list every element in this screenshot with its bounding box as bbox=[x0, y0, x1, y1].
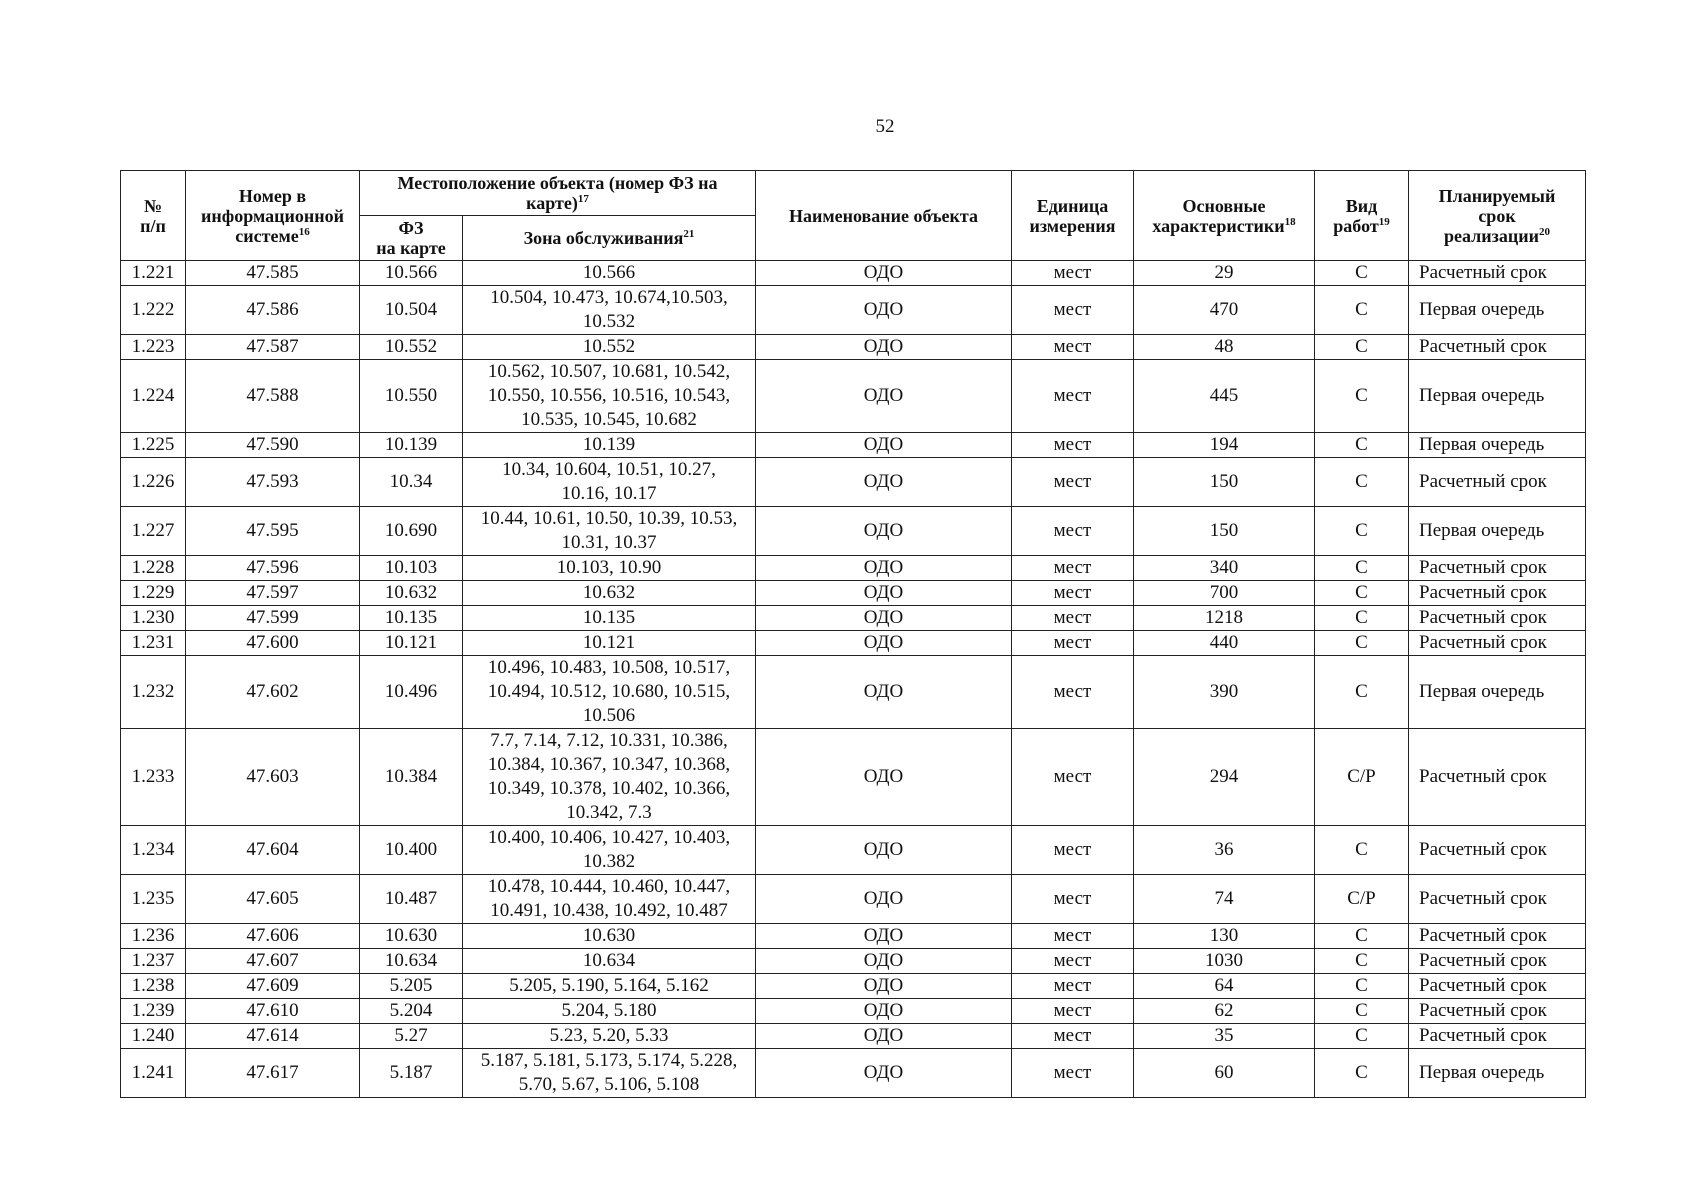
zone-line: 5.23, 5.20, 5.33 bbox=[549, 1025, 669, 1046]
cell-planned-term: Расчетный срок bbox=[1409, 1024, 1586, 1049]
cell-object-name: ОДО bbox=[756, 631, 1012, 656]
cell-planned-term: Первая очередь bbox=[1409, 507, 1586, 556]
cell-number: 1.227 bbox=[121, 507, 186, 556]
cell-planned-term: Расчетный срок bbox=[1409, 875, 1586, 924]
header-fz-on-map: ФЗ на карте bbox=[360, 216, 463, 261]
cell-characteristic: 440 bbox=[1134, 631, 1315, 656]
table-row bbox=[121, 949, 1586, 974]
cell-work-type: С bbox=[1315, 1049, 1409, 1098]
header-no: № п/п bbox=[121, 171, 186, 261]
cell-fz-on-map: 10.496 bbox=[360, 656, 463, 729]
cell-work-type: С bbox=[1315, 286, 1409, 335]
table-row bbox=[121, 458, 1586, 507]
cell-number: 1.223 bbox=[121, 335, 186, 360]
cell-number: 1.225 bbox=[121, 433, 186, 458]
cell-object-name: ОДО bbox=[756, 1049, 1012, 1098]
cell-unit: мест bbox=[1012, 286, 1134, 335]
cell-work-type: С bbox=[1315, 826, 1409, 875]
cell-unit: мест bbox=[1012, 335, 1134, 360]
cell-characteristic: 340 bbox=[1134, 556, 1315, 581]
cell-service-zone bbox=[463, 581, 756, 606]
cell-info-number: 47.586 bbox=[186, 286, 360, 335]
cell-characteristic: 1030 bbox=[1134, 949, 1315, 974]
zone-line: 10.103, 10.90 bbox=[556, 557, 662, 578]
cell-planned-term: Расчетный срок bbox=[1409, 924, 1586, 949]
cell-unit: мест bbox=[1012, 924, 1134, 949]
cell-service-zone bbox=[463, 729, 756, 826]
cell-object-name: ОДО bbox=[756, 974, 1012, 999]
cell-unit: мест bbox=[1012, 360, 1134, 433]
header-unit: Единица измерения bbox=[1012, 171, 1134, 261]
cell-object-name: ОДО bbox=[756, 656, 1012, 729]
cell-object-name: ОДО bbox=[756, 924, 1012, 949]
table-row bbox=[121, 581, 1586, 606]
cell-info-number: 47.610 bbox=[186, 999, 360, 1024]
header-info-number: Номер в информационной системе$^{16}$ bbox=[186, 171, 360, 261]
cell-service-zone bbox=[463, 656, 756, 729]
zone-line: 10.478, 10.444, 10.460, 10.447, bbox=[487, 876, 731, 897]
cell-number: 1.228 bbox=[121, 556, 186, 581]
cell-work-type: С bbox=[1315, 999, 1409, 1024]
cell-service-zone bbox=[463, 631, 756, 656]
cell-planned-term: Расчетный срок bbox=[1409, 826, 1586, 875]
header-object-name: Наименование объекта bbox=[756, 171, 1012, 261]
cell-object-name: ОДО bbox=[756, 335, 1012, 360]
zone-line: 10.491, 10.438, 10.492, 10.487 bbox=[490, 900, 728, 921]
cell-number: 1.237 bbox=[121, 949, 186, 974]
cell-fz-on-map: 10.550 bbox=[360, 360, 463, 433]
cell-service-zone bbox=[463, 360, 756, 433]
cell-service-zone bbox=[463, 1024, 756, 1049]
zone-line: 10.384, 10.367, 10.347, 10.368, bbox=[487, 754, 731, 775]
cell-number: 1.230 bbox=[121, 606, 186, 631]
cell-characteristic: 150 bbox=[1134, 458, 1315, 507]
cell-info-number: 47.603 bbox=[186, 729, 360, 826]
cell-service-zone bbox=[463, 974, 756, 999]
cell-number: 1.232 bbox=[121, 656, 186, 729]
cell-service-zone bbox=[463, 1049, 756, 1098]
cell-characteristic: 390 bbox=[1134, 656, 1315, 729]
cell-info-number: 47.588 bbox=[186, 360, 360, 433]
table-row bbox=[121, 556, 1586, 581]
cell-work-type: С/Р bbox=[1315, 729, 1409, 826]
table-row bbox=[121, 924, 1586, 949]
cell-characteristic: 60 bbox=[1134, 1049, 1315, 1098]
header-work-type: Вид работ$^{19}$ bbox=[1315, 171, 1409, 261]
table-row bbox=[121, 360, 1586, 433]
zone-line: 10.349, 10.378, 10.402, 10.366, bbox=[487, 778, 731, 799]
zone-line: 10.135 bbox=[582, 607, 636, 628]
zone-line: 7.7, 7.14, 7.12, 10.331, 10.386, bbox=[490, 730, 728, 751]
cell-object-name: ОДО bbox=[756, 556, 1012, 581]
cell-number: 1.241 bbox=[121, 1049, 186, 1098]
cell-planned-term: Расчетный срок bbox=[1409, 335, 1586, 360]
cell-work-type: С bbox=[1315, 360, 1409, 433]
cell-service-zone bbox=[463, 458, 756, 507]
cell-object-name: ОДО bbox=[756, 875, 1012, 924]
cell-unit: мест bbox=[1012, 631, 1134, 656]
cell-planned-term: Расчетный срок bbox=[1409, 729, 1586, 826]
cell-fz-on-map: 5.187 bbox=[360, 1049, 463, 1098]
cell-fz-on-map: 10.139 bbox=[360, 433, 463, 458]
cell-object-name: ОДО bbox=[756, 606, 1012, 631]
cell-info-number: 47.597 bbox=[186, 581, 360, 606]
cell-fz-on-map: 10.634 bbox=[360, 949, 463, 974]
cell-unit: мест bbox=[1012, 1049, 1134, 1098]
zone-line: 10.139 bbox=[582, 434, 636, 455]
cell-number: 1.224 bbox=[121, 360, 186, 433]
cell-fz-on-map: 10.121 bbox=[360, 631, 463, 656]
cell-info-number: 47.599 bbox=[186, 606, 360, 631]
cell-number: 1.240 bbox=[121, 1024, 186, 1049]
cell-unit: мест bbox=[1012, 458, 1134, 507]
zone-line: 10.566 bbox=[582, 262, 636, 283]
cell-number: 1.226 bbox=[121, 458, 186, 507]
cell-info-number: 47.593 bbox=[186, 458, 360, 507]
cell-number: 1.229 bbox=[121, 581, 186, 606]
cell-work-type: С bbox=[1315, 606, 1409, 631]
zone-line: 10.630 bbox=[582, 925, 636, 946]
table-row bbox=[121, 875, 1586, 924]
cell-info-number: 47.614 bbox=[186, 1024, 360, 1049]
cell-info-number: 47.585 bbox=[186, 261, 360, 286]
cell-work-type: С bbox=[1315, 458, 1409, 507]
cell-fz-on-map: 10.400 bbox=[360, 826, 463, 875]
cell-info-number: 47.617 bbox=[186, 1049, 360, 1098]
zone-line: 5.205, 5.190, 5.164, 5.162 bbox=[509, 975, 709, 996]
cell-work-type: С bbox=[1315, 261, 1409, 286]
cell-service-zone bbox=[463, 335, 756, 360]
table-row bbox=[121, 261, 1586, 286]
cell-work-type: С bbox=[1315, 556, 1409, 581]
cell-object-name: ОДО bbox=[756, 360, 1012, 433]
cell-fz-on-map: 10.630 bbox=[360, 924, 463, 949]
cell-info-number: 47.609 bbox=[186, 974, 360, 999]
cell-work-type: С/Р bbox=[1315, 875, 1409, 924]
cell-fz-on-map: 10.552 bbox=[360, 335, 463, 360]
zone-line: 5.204, 5.180 bbox=[561, 1000, 657, 1021]
header-service-zone: Зона обслуживания$^{21}$ bbox=[463, 216, 756, 261]
cell-unit: мест bbox=[1012, 556, 1134, 581]
cell-characteristic: 36 bbox=[1134, 826, 1315, 875]
zone-line: 10.34, 10.604, 10.51, 10.27, bbox=[502, 459, 716, 480]
zone-line: 10.494, 10.512, 10.680, 10.515, bbox=[487, 681, 731, 702]
cell-characteristic: 74 bbox=[1134, 875, 1315, 924]
cell-planned-term: Первая очередь bbox=[1409, 656, 1586, 729]
cell-service-zone bbox=[463, 826, 756, 875]
zone-line: 5.70, 5.67, 5.106, 5.108 bbox=[518, 1074, 700, 1095]
zone-line: 10.31, 10.37 bbox=[561, 532, 657, 553]
cell-characteristic: 150 bbox=[1134, 507, 1315, 556]
cell-service-zone bbox=[463, 556, 756, 581]
cell-object-name: ОДО bbox=[756, 458, 1012, 507]
cell-info-number: 47.605 bbox=[186, 875, 360, 924]
cell-fz-on-map: 5.27 bbox=[360, 1024, 463, 1049]
zone-line: 10.44, 10.61, 10.50, 10.39, 10.53, bbox=[480, 508, 738, 529]
cell-number: 1.231 bbox=[121, 631, 186, 656]
cell-planned-term: Расчетный срок bbox=[1409, 261, 1586, 286]
cell-planned-term: Расчетный срок bbox=[1409, 606, 1586, 631]
cell-unit: мест bbox=[1012, 949, 1134, 974]
cell-characteristic: 1218 bbox=[1134, 606, 1315, 631]
table-row bbox=[121, 826, 1586, 875]
cell-work-type: С bbox=[1315, 433, 1409, 458]
table-body bbox=[121, 261, 1586, 1098]
cell-fz-on-map: 10.504 bbox=[360, 286, 463, 335]
cell-object-name: ОДО bbox=[756, 1024, 1012, 1049]
cell-planned-term: Первая очередь bbox=[1409, 286, 1586, 335]
table-header bbox=[121, 171, 1586, 261]
table-row bbox=[121, 631, 1586, 656]
zone-line: 5.187, 5.181, 5.173, 5.174, 5.228, bbox=[480, 1050, 738, 1071]
cell-service-zone bbox=[463, 949, 756, 974]
cell-planned-term: Расчетный срок bbox=[1409, 458, 1586, 507]
cell-work-type: С bbox=[1315, 581, 1409, 606]
cell-planned-term: Первая очередь bbox=[1409, 360, 1586, 433]
cell-characteristic: 35 bbox=[1134, 1024, 1315, 1049]
cell-unit: мест bbox=[1012, 729, 1134, 826]
cell-characteristic: 194 bbox=[1134, 433, 1315, 458]
cell-planned-term: Расчетный срок bbox=[1409, 999, 1586, 1024]
cell-number: 1.234 bbox=[121, 826, 186, 875]
table-row bbox=[121, 335, 1586, 360]
table-row bbox=[121, 974, 1586, 999]
cell-fz-on-map: 10.384 bbox=[360, 729, 463, 826]
cell-characteristic: 700 bbox=[1134, 581, 1315, 606]
cell-work-type: С bbox=[1315, 949, 1409, 974]
cell-info-number: 47.602 bbox=[186, 656, 360, 729]
cell-unit: мест bbox=[1012, 507, 1134, 556]
cell-characteristic: 62 bbox=[1134, 999, 1315, 1024]
table-row bbox=[121, 606, 1586, 631]
cell-work-type: С bbox=[1315, 656, 1409, 729]
cell-service-zone bbox=[463, 606, 756, 631]
cell-fz-on-map: 5.205 bbox=[360, 974, 463, 999]
cell-number: 1.236 bbox=[121, 924, 186, 949]
cell-work-type: С bbox=[1315, 974, 1409, 999]
cell-service-zone bbox=[463, 433, 756, 458]
zone-line: 10.562, 10.507, 10.681, 10.542, bbox=[487, 361, 731, 382]
cell-planned-term: Первая очередь bbox=[1409, 433, 1586, 458]
table-row bbox=[121, 1049, 1586, 1098]
cell-object-name: ОДО bbox=[756, 507, 1012, 556]
table-row bbox=[121, 286, 1586, 335]
cell-service-zone bbox=[463, 261, 756, 286]
cell-info-number: 47.604 bbox=[186, 826, 360, 875]
cell-characteristic: 48 bbox=[1134, 335, 1315, 360]
cell-number: 1.238 bbox=[121, 974, 186, 999]
cell-fz-on-map: 10.103 bbox=[360, 556, 463, 581]
cell-number: 1.233 bbox=[121, 729, 186, 826]
cell-object-name: ОДО bbox=[756, 286, 1012, 335]
zone-line: 10.632 bbox=[582, 582, 636, 603]
cell-service-zone bbox=[463, 507, 756, 556]
cell-characteristic: 294 bbox=[1134, 729, 1315, 826]
cell-unit: мест bbox=[1012, 875, 1134, 924]
cell-object-name: ОДО bbox=[756, 826, 1012, 875]
cell-number: 1.235 bbox=[121, 875, 186, 924]
zone-line: 10.382 bbox=[582, 851, 636, 872]
cell-characteristic: 130 bbox=[1134, 924, 1315, 949]
zone-line: 10.16, 10.17 bbox=[561, 483, 657, 504]
cell-unit: мест bbox=[1012, 261, 1134, 286]
cell-number: 1.222 bbox=[121, 286, 186, 335]
cell-characteristic: 445 bbox=[1134, 360, 1315, 433]
cell-unit: мест bbox=[1012, 606, 1134, 631]
cell-planned-term: Расчетный срок bbox=[1409, 974, 1586, 999]
cell-work-type: С bbox=[1315, 335, 1409, 360]
cell-planned-term: Первая очередь bbox=[1409, 1049, 1586, 1098]
zone-line: 10.506 bbox=[582, 705, 636, 726]
cell-unit: мест bbox=[1012, 581, 1134, 606]
cell-object-name: ОДО bbox=[756, 581, 1012, 606]
zone-line: 10.342, 7.3 bbox=[566, 802, 652, 823]
header-location: Местоположение объекта (номер ФЗ на карте)$^{17}$ bbox=[360, 171, 756, 216]
cell-object-name: ОДО bbox=[756, 999, 1012, 1024]
cell-work-type: С bbox=[1315, 1024, 1409, 1049]
cell-unit: мест bbox=[1012, 999, 1134, 1024]
cell-info-number: 47.595 bbox=[186, 507, 360, 556]
cell-object-name: ОДО bbox=[756, 729, 1012, 826]
cell-service-zone bbox=[463, 875, 756, 924]
cell-info-number: 47.590 bbox=[186, 433, 360, 458]
cell-unit: мест bbox=[1012, 974, 1134, 999]
cell-fz-on-map: 10.487 bbox=[360, 875, 463, 924]
cell-characteristic: 64 bbox=[1134, 974, 1315, 999]
cell-planned-term: Расчетный срок bbox=[1409, 581, 1586, 606]
cell-unit: мест bbox=[1012, 1024, 1134, 1049]
zone-line: 10.400, 10.406, 10.427, 10.403, bbox=[487, 827, 731, 848]
zone-line: 10.532 bbox=[582, 311, 636, 332]
table-row bbox=[121, 433, 1586, 458]
cell-fz-on-map: 10.632 bbox=[360, 581, 463, 606]
cell-characteristic: 29 bbox=[1134, 261, 1315, 286]
cell-work-type: С bbox=[1315, 924, 1409, 949]
table-row bbox=[121, 729, 1586, 826]
cell-info-number: 47.607 bbox=[186, 949, 360, 974]
cell-work-type: С bbox=[1315, 507, 1409, 556]
cell-fz-on-map: 10.690 bbox=[360, 507, 463, 556]
cell-object-name: ОДО bbox=[756, 433, 1012, 458]
zone-line: 10.504, 10.473, 10.674,10.503, bbox=[490, 287, 728, 308]
cell-object-name: ОДО bbox=[756, 949, 1012, 974]
objects-table bbox=[120, 170, 1586, 1098]
cell-fz-on-map: 10.566 bbox=[360, 261, 463, 286]
cell-object-name: ОДО bbox=[756, 261, 1012, 286]
cell-info-number: 47.596 bbox=[186, 556, 360, 581]
cell-planned-term: Расчетный срок bbox=[1409, 556, 1586, 581]
cell-fz-on-map: 5.204 bbox=[360, 999, 463, 1024]
cell-number: 1.221 bbox=[121, 261, 186, 286]
header-characteristics: Основные характеристики$^{18}$ bbox=[1134, 171, 1315, 261]
cell-planned-term: Расчетный срок bbox=[1409, 631, 1586, 656]
header-planned-term: Планируемый срок реализации$^{20}$ bbox=[1409, 171, 1586, 261]
cell-service-zone bbox=[463, 999, 756, 1024]
zone-line: 10.552 bbox=[582, 336, 636, 357]
cell-unit: мест bbox=[1012, 656, 1134, 729]
cell-info-number: 47.600 bbox=[186, 631, 360, 656]
table-row bbox=[121, 656, 1586, 729]
cell-service-zone bbox=[463, 924, 756, 949]
cell-number: 1.239 bbox=[121, 999, 186, 1024]
cell-characteristic: 470 bbox=[1134, 286, 1315, 335]
table-row bbox=[121, 999, 1586, 1024]
zone-line: 10.634 bbox=[582, 950, 636, 971]
zone-line: 10.496, 10.483, 10.508, 10.517, bbox=[487, 657, 731, 678]
table-row bbox=[121, 507, 1586, 556]
cell-unit: мест bbox=[1012, 433, 1134, 458]
cell-planned-term: Расчетный срок bbox=[1409, 949, 1586, 974]
cell-fz-on-map: 10.34 bbox=[360, 458, 463, 507]
zone-line: 10.535, 10.545, 10.682 bbox=[521, 409, 697, 430]
cell-info-number: 47.606 bbox=[186, 924, 360, 949]
cell-work-type: С bbox=[1315, 631, 1409, 656]
table-row bbox=[121, 1024, 1586, 1049]
page-number: 52 bbox=[875, 116, 895, 137]
cell-fz-on-map: 10.135 bbox=[360, 606, 463, 631]
zone-line: 10.550, 10.556, 10.516, 10.543, bbox=[487, 385, 731, 406]
cell-service-zone bbox=[463, 286, 756, 335]
cell-unit: мест bbox=[1012, 826, 1134, 875]
cell-info-number: 47.587 bbox=[186, 335, 360, 360]
zone-line: 10.121 bbox=[582, 632, 636, 653]
